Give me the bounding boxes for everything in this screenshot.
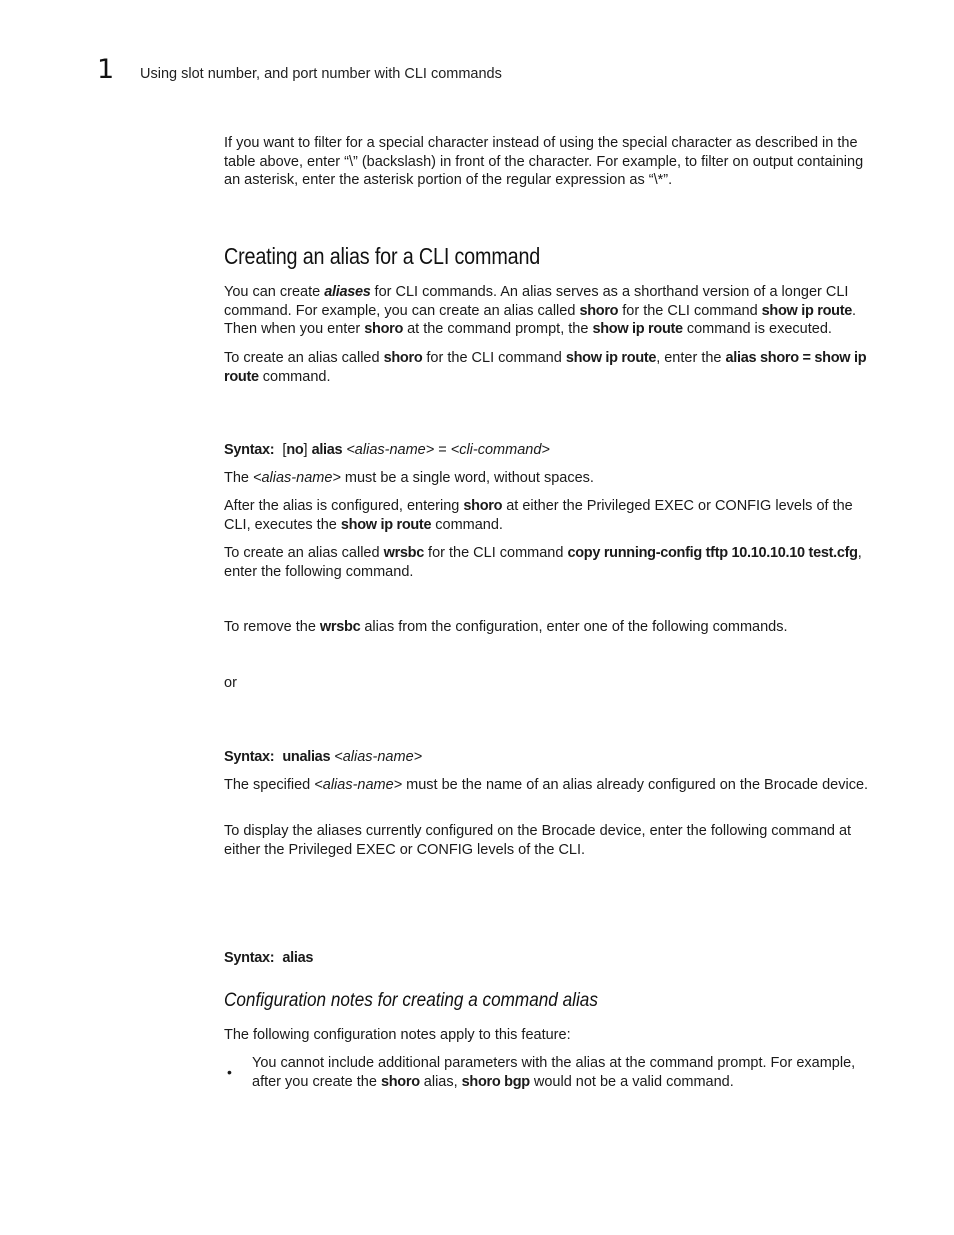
- alias-name-note: The <alias-name> must be a single word, without spaces.: [224, 470, 594, 486]
- create-wrsbc-paragraph: To create an alias called wrsbc for the CLI command copy running-config tftp 10.10.10.10 test.cfg, enter the following command.: [224, 545, 862, 580]
- create-alias-paragraph: To create an alias called shoro for the CLI command show ip route, enter the alias shoro = show ip route command.: [224, 350, 867, 385]
- syntax-label: Syntax:: [224, 442, 275, 458]
- subsection-heading: Configuration notes for creating a command alias: [224, 989, 598, 1011]
- keyword-alias: alias: [282, 950, 314, 966]
- keyword-alias: alias: [311, 442, 343, 458]
- command-copy-running-config: copy running-config tftp 10.10.10.10 test.cfg: [567, 545, 858, 561]
- command-show-ip-route: show ip route: [761, 302, 853, 319]
- chapter-number: 1: [97, 54, 115, 85]
- keyword-shoro: shoro: [364, 321, 404, 338]
- config-notes-intro: The following configuration notes apply to this feature:: [224, 1027, 571, 1043]
- alias-configured-paragraph: After the alias is configured, entering shoro at either the Privileged EXEC or CONFIG levels of the CLI, executes the show ip route command.: [224, 498, 853, 533]
- param-alias-name: <alias-name>: [314, 777, 403, 793]
- unalias-note: The specified <alias-name> must be the name of an alias already configured on the Brocade device.: [224, 777, 869, 793]
- keyword-shoro: shoro: [383, 350, 423, 366]
- syntax-label: Syntax:: [224, 749, 275, 765]
- remove-alias-paragraph: To remove the wrsbc alias from the configuration, enter one of the following commands.: [224, 619, 788, 635]
- bullet-item: You cannot include additional parameters with the alias at the command prompt. For example, after you create the shoro alias, shoro bgp would not be a valid command.: [252, 1055, 856, 1090]
- syntax-alias: Syntax: [no] alias <alias-name> = <cli-command>: [224, 442, 550, 458]
- command-show-ip-route: show ip route: [340, 516, 432, 533]
- term-aliases: aliases: [324, 284, 371, 300]
- bullet-icon: •: [227, 1064, 232, 1080]
- keyword-shoro: shoro: [463, 498, 503, 514]
- running-title: Using slot number, and port number with CLI commands: [140, 66, 502, 82]
- or-text: or: [224, 675, 237, 691]
- keyword-unalias: unalias: [282, 749, 331, 765]
- keyword-shoro: shoro: [579, 302, 619, 319]
- syntax-alias-display: [224, 949, 872, 968]
- keyword-shoro: shoro: [380, 1073, 420, 1090]
- param-alias-name: <alias-name>: [334, 749, 423, 765]
- aliases-intro-paragraph: You can create aliases for CLI commands. An alias serves as a shorthand version of a longer CLI command. For example, you can create an alias called shoro for the CLI command show ip route. Then when you enter shoro at the command prompt, the show ip route command is executed.: [224, 284, 857, 338]
- display-aliases-paragraph: To display the aliases currently configured on the Brocade device, enter the following command at either the Privileged EXEC or CONFIG levels of the CLI.: [224, 823, 852, 858]
- keyword-no: no: [286, 442, 304, 458]
- section-heading: Creating an alias for a CLI command: [224, 243, 541, 269]
- syntax-label: Syntax:: [224, 950, 275, 966]
- param-alias-name: <alias-name>: [253, 470, 341, 486]
- command-shoro-bgp: shoro bgp: [461, 1073, 530, 1090]
- keyword-wrsbc: wrsbc: [319, 619, 361, 635]
- syntax-unalias: [224, 748, 872, 767]
- param-alias-name: <alias-name>: [346, 442, 435, 458]
- intro-paragraph: If you want to filter for a special character instead of using the special character as described in the table above, enter “\” (backslash) in front of the character. For example, to filter on output containing an asterisk, enter the asterisk portion of the regular expression as “\*”.: [224, 135, 864, 189]
- param-cli-command: <cli-command>: [450, 442, 550, 458]
- keyword-wrsbc: wrsbc: [383, 545, 425, 561]
- command-show-ip-route: show ip route: [565, 350, 657, 366]
- command-show-ip-route: show ip route: [592, 321, 683, 338]
- command-alias-shoro: alias shoro = show ip route: [224, 350, 867, 385]
